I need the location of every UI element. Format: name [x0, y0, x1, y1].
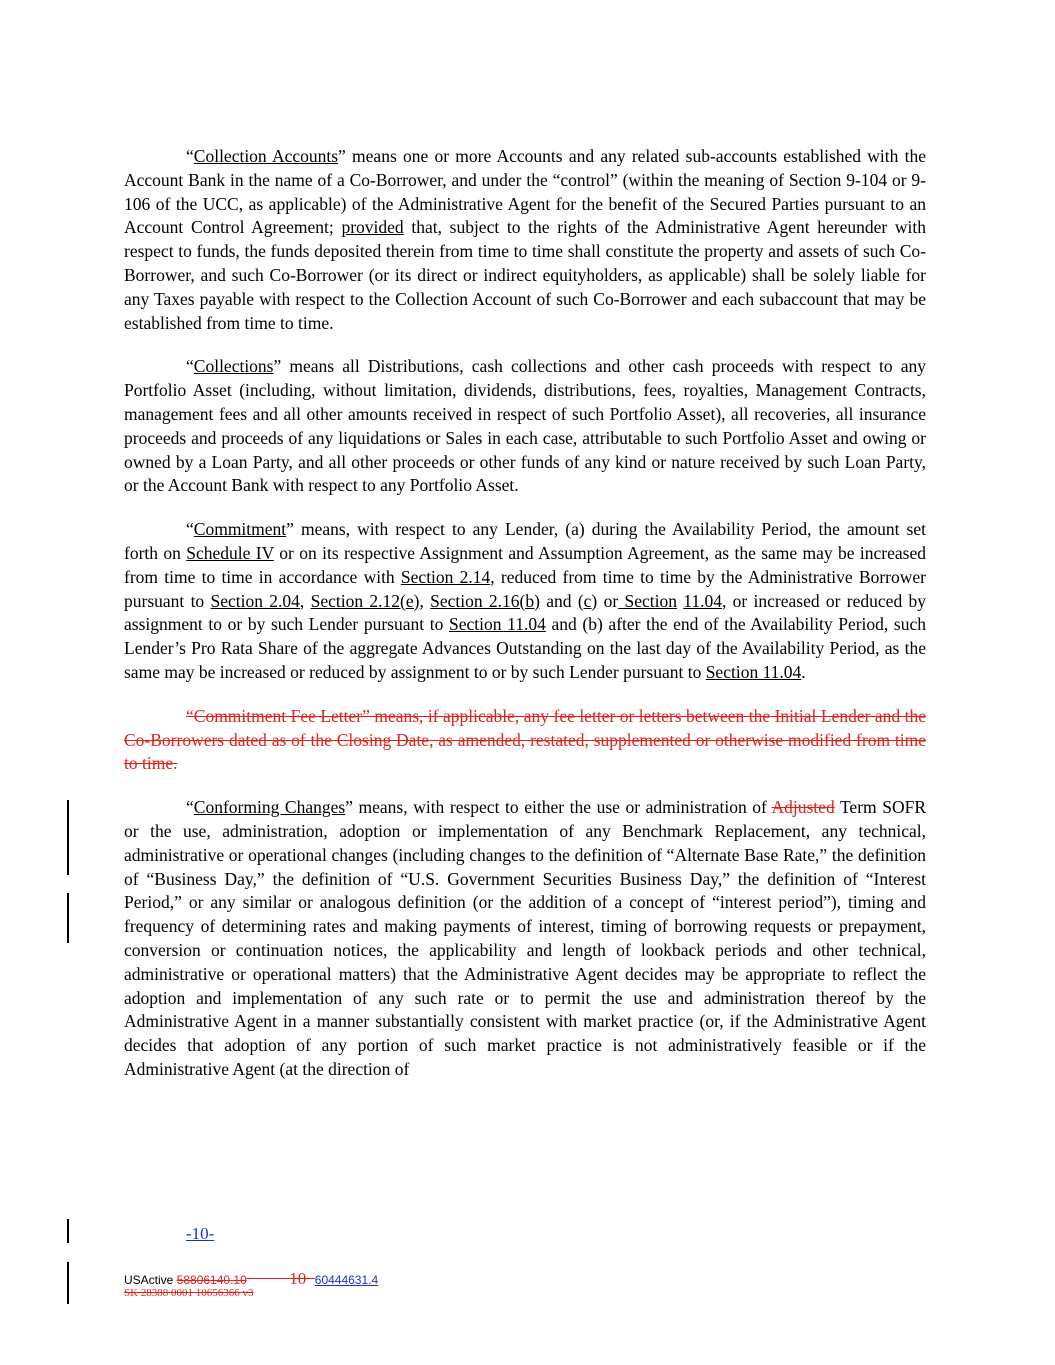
new-doc-id: 60444631.4	[314, 1273, 379, 1287]
cross-reference: Section 2.12(e)	[310, 590, 420, 611]
page-number: -10-	[186, 1224, 215, 1243]
cross-reference: 11.04	[683, 590, 722, 611]
provided-term: provided	[341, 217, 404, 238]
definition-conforming-changes: “Conforming Changes” means, with respect to either the use or administration of Adjusted Term SOFR or the use, administration, adoption or implementation of any Benchmark Replacement, any technical, administrative or operational changes (including changes to the definition of “Alternate Base Rate,” the definition of “Business Day,” the definition of “U.S. Government Securities Business Day,” the definition of “Interest Period,” or any similar or analogous definition (or the addition of a concept of “interest period”), timing and frequency of determining rates and making payments of interest, timing of borrowing requests or prepayment, conversion or continuation notices, the applicability and length of lookback periods and other technical, administrative or operational matters) that the Administrative Agent decides may be appropriate to reflect the adoption and implementation of any such rate or to permit the use and administration thereof by the Administrative Agent in a manner substantially consistent with market practice (or, if the Administrative Agent decides that adoption of any portion of such market practice is not administratively feasible or if the Administrative Agent (at the direction of	[124, 797, 926, 1079]
document-id: USActive 58806140.10 10 60444631.4	[124, 1269, 379, 1288]
sk-document-id: SK 28388 0001 10656366 v3	[124, 1287, 254, 1299]
cross-reference: Section 2.14	[400, 566, 491, 587]
deleted-text: “Commitment Fee Letter” means, if applicable, any fee letter or letters between the Initial Lender and the Co-Borrowers dated as of the Closing Date, as amended, restated, supplemented or otherwise modified from time to time.	[124, 705, 926, 774]
deleted-page-ref: 10	[289, 1269, 307, 1288]
defined-term: Collections	[193, 356, 274, 377]
deleted-text: Adjusted	[771, 797, 835, 818]
cross-reference: Section 2.04	[210, 590, 300, 611]
defined-term: Commitment	[193, 519, 287, 540]
cross-reference: Section 11.04	[705, 661, 802, 682]
definition-commitment: “Commitment” means, with respect to any Lender, (a) during the Availability Period, the amount set forth on Schedule IV or on its respective Assignment and Assumption Agreement, as the same may be increased from time to time in accordance with Section 2.14, reduced from time to time by the Administrative Borrower pursuant to Section 2.04, Section 2.12(e), Section 2.16(b) and (c) or Section 11.04, or increased or reduced by assignment to or by such Lender pursuant to Section 11.04 and (b) after the end of the Availability Period, such Lender’s Pro Rata Share of the aggregate Advances Outstanding on the last day of the Availability Period, as the same may be increased or reduced by assignment to or by such Lender pursuant to Section 11.04.	[124, 519, 926, 682]
old-doc-id: 58806140.10	[176, 1273, 247, 1287]
defined-term: Conforming Changes	[193, 797, 346, 818]
cross-reference: Section 11.04	[449, 614, 546, 635]
definition-collection-accounts: “Collection Accounts” means one or more Accounts and any related sub-accounts established with the Account Bank in the name of a Co-Borrower, and under the “control” (within the meaning of Section 9-104 or 9-106 of the UCC, as applicable) of the Administrative Agent for the benefit of the Secured Parties pursuant to an Account Control Agreement; provided that, subject to the rights of the Administrative Agent hereunder with respect to funds, the funds deposited therein from time to time shall constitute the property and assets of such Co-Borrower, and such Co-Borrower (or its direct or indirect equityholders, as applicable) shall be solely liable for any Taxes payable with respect to the Collection Account of such Co-Borrower and each subaccount that may be established from time to time.	[124, 146, 926, 333]
change-bar	[67, 1219, 69, 1243]
cross-reference: Schedule IV	[186, 542, 274, 563]
defined-term: Collection Accounts	[193, 146, 339, 166]
change-bar	[67, 893, 69, 943]
document-page	[124, 145, 926, 1102]
definition-collections: “Collections” means all Distributions, cash collections and other cash proceeds with respect to any Portfolio Asset (including, without limitation, dividends, distributions, fees, royalties, Management Contracts, management fees and all other amounts received in respect of such Portfolio Asset), all recoveries, all insurance proceeds and proceeds of any liquidations or Sales in each case, attributable to such Portfolio Asset and owing or owned by a Loan Party, and all other proceeds or other funds of any kind or nature received by such Loan Party, or the Account Bank with respect to any Portfolio Asset.	[124, 356, 926, 496]
cross-reference: Section 2.16(b)	[430, 590, 540, 611]
change-bar	[67, 1262, 69, 1304]
definition-commitment-fee-letter-deleted	[124, 705, 926, 776]
cross-reference: Section	[618, 590, 677, 611]
cross-reference: (c)	[577, 590, 598, 611]
change-bar	[67, 800, 69, 875]
